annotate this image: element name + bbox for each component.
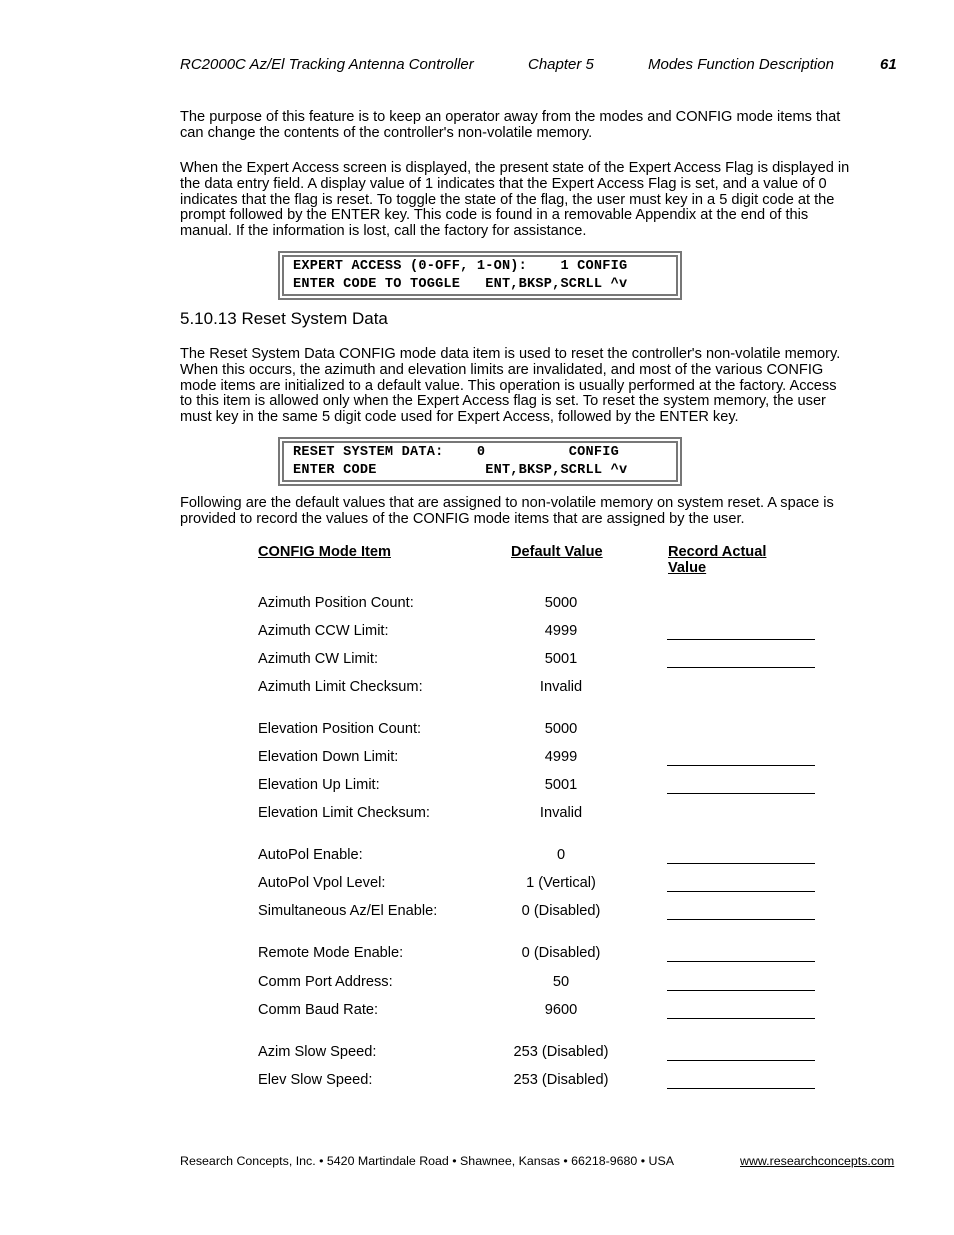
table-row-item: Elev Slow Speed:: [258, 1072, 373, 1088]
table-row-item: Elevation Limit Checksum:: [258, 805, 430, 821]
table-row-default-value: 5001: [544, 777, 578, 793]
paragraph-line: When this occurs, the azimuth and elevation limits are invalidated, and most of the various CONFIG: [180, 361, 824, 378]
table-row-default-value: 0 (Disabled): [521, 903, 601, 919]
section-heading: 5.10.13 Reset System Data: [180, 309, 388, 328]
paragraph-line: provided to record the values of the CONFIG mode items that are assigned by the user.: [180, 510, 745, 527]
table-row-default-value: 1 (Vertical): [526, 875, 596, 891]
record-value-blank[interactable]: [667, 919, 815, 920]
paragraph-line: to this item is allowed only when the Expert Access flag is set. To reset the system memory, the user: [180, 393, 826, 410]
table-row-item: Elevation Position Count:: [258, 721, 422, 737]
table-row-default-value: 4999: [544, 749, 578, 765]
record-value-blank[interactable]: [667, 990, 815, 991]
paragraph-expert-access: [180, 161, 900, 240]
record-value-blank[interactable]: [667, 863, 815, 864]
paragraph-line: When the Expert Access screen is displayed, the present state of the Expert Access Flag is displayed in: [180, 160, 850, 176]
paragraph-line: Following are the default values that are assigned to non-volatile memory on system reset. A space is: [180, 495, 834, 511]
table-row-item: Comm Port Address:: [258, 974, 393, 990]
paragraph-line: can change the contents of the controller's non-volatile memory.: [180, 124, 593, 141]
paragraph-line: indicates that the flag is reset. To toggle the state of the flag, the user must key in a 5 digit code at the: [180, 191, 835, 208]
lcd-line: EXPERT ACCESS (0-OFF, 1-ON): 1 CONFIG: [293, 259, 628, 274]
column-header-item: CONFIG Mode Item: [258, 544, 391, 560]
footer-link[interactable]: www.researchconcepts.com: [740, 1154, 895, 1168]
column-header-default: Default Value: [511, 544, 603, 560]
table-row-default-value: 0: [556, 847, 566, 863]
table-row-item: Simultaneous Az/El Enable:: [258, 903, 438, 919]
record-value-blank[interactable]: [667, 961, 815, 962]
table-row-item: Azim Slow Speed:: [258, 1044, 377, 1060]
paragraph-line: must key in the same 5 digit code used for Expert Access, followed by the ENTER key.: [180, 409, 739, 426]
table-row-item: AutoPol Vpol Level:: [258, 875, 386, 891]
page-number: 61: [880, 56, 897, 73]
paragraph-defaults: [180, 496, 900, 528]
paragraph-line: The Reset System Data CONFIG mode data item is used to reset the controller's non-volatile memory.: [180, 346, 841, 362]
record-value-blank[interactable]: [667, 1088, 815, 1089]
table-row-item: Azimuth CCW Limit:: [258, 623, 389, 639]
paragraph-line: manual. If the information is lost, call the factory for assistance.: [180, 223, 587, 240]
paragraph-purpose: [180, 110, 900, 142]
table-row-default-value: 0 (Disabled): [521, 945, 601, 961]
table-row-item: Azimuth CW Limit:: [258, 651, 379, 667]
table-row-default-value: 5000: [544, 721, 578, 737]
table-row-default-value: Invalid: [539, 805, 583, 821]
column-header-record: [668, 545, 766, 577]
table-row-default-value: 5000: [544, 595, 578, 611]
paragraph-reset: [180, 347, 900, 426]
record-value-blank[interactable]: [667, 1060, 815, 1061]
paragraph-line: mode items are initialized to a default value. This operation is usually performed at the factory. Access: [180, 377, 837, 394]
lcd-display-reset: [278, 437, 682, 486]
table-row-default-value: 5001: [544, 651, 578, 667]
table-row-default-value: 253 (Disabled): [513, 1044, 609, 1060]
record-value-blank[interactable]: [667, 793, 815, 794]
record-value-blank[interactable]: [667, 667, 815, 668]
table-row-default-value: 50: [552, 974, 570, 990]
lcd-display-expert-access: [278, 251, 682, 300]
table-row-item: Elevation Down Limit:: [258, 749, 399, 765]
record-value-blank[interactable]: [667, 1018, 815, 1019]
footer-address: Research Concepts, Inc. • 5420 Martindale Road • Shawnee, Kansas • 66218-9680 • USA: [180, 1154, 674, 1168]
table-row-default-value: Invalid: [539, 679, 583, 695]
record-value-blank[interactable]: [667, 639, 815, 640]
record-value-blank[interactable]: [667, 891, 815, 892]
table-row-item: Azimuth Limit Checksum:: [258, 679, 423, 695]
table-row-item: AutoPol Enable:: [258, 847, 363, 863]
table-row-default-value: 9600: [544, 1002, 578, 1018]
lcd-line: RESET SYSTEM DATA: 0 CONFIG: [293, 445, 619, 460]
table-row-item: Elevation Up Limit:: [258, 777, 380, 793]
lcd-line: ENTER CODE TO TOGGLE ENT,BKSP,SCRLL ^v: [293, 277, 628, 292]
column-header-record-line: Value: [668, 559, 707, 576]
paragraph-line: the data entry field. A display value of 1 indicates that the Expert Access Flag is set, and a value of 0: [180, 175, 827, 192]
table-row-item: Comm Baud Rate:: [258, 1002, 379, 1018]
doc-title: RC2000C Az/El Tracking Antenna Controller: [180, 56, 474, 73]
record-value-blank[interactable]: [667, 765, 815, 766]
section-title: Modes Function Description: [648, 56, 834, 73]
column-header-record-line: Record Actual: [668, 544, 767, 560]
paragraph-line: The purpose of this feature is to keep an operator away from the modes and CONFIG mode items that: [180, 109, 841, 125]
lcd-line: ENTER CODE ENT,BKSP,SCRLL ^v: [293, 463, 628, 478]
table-row-default-value: 253 (Disabled): [513, 1072, 609, 1088]
chapter-label: Chapter 5: [528, 56, 594, 73]
table-row-default-value: 4999: [544, 623, 578, 639]
paragraph-line: prompt followed by the ENTER key. This code is found in a removable Appendix at the end of this: [180, 207, 809, 224]
table-row-item: Remote Mode Enable:: [258, 945, 404, 961]
table-row-item: Azimuth Position Count:: [258, 595, 414, 611]
